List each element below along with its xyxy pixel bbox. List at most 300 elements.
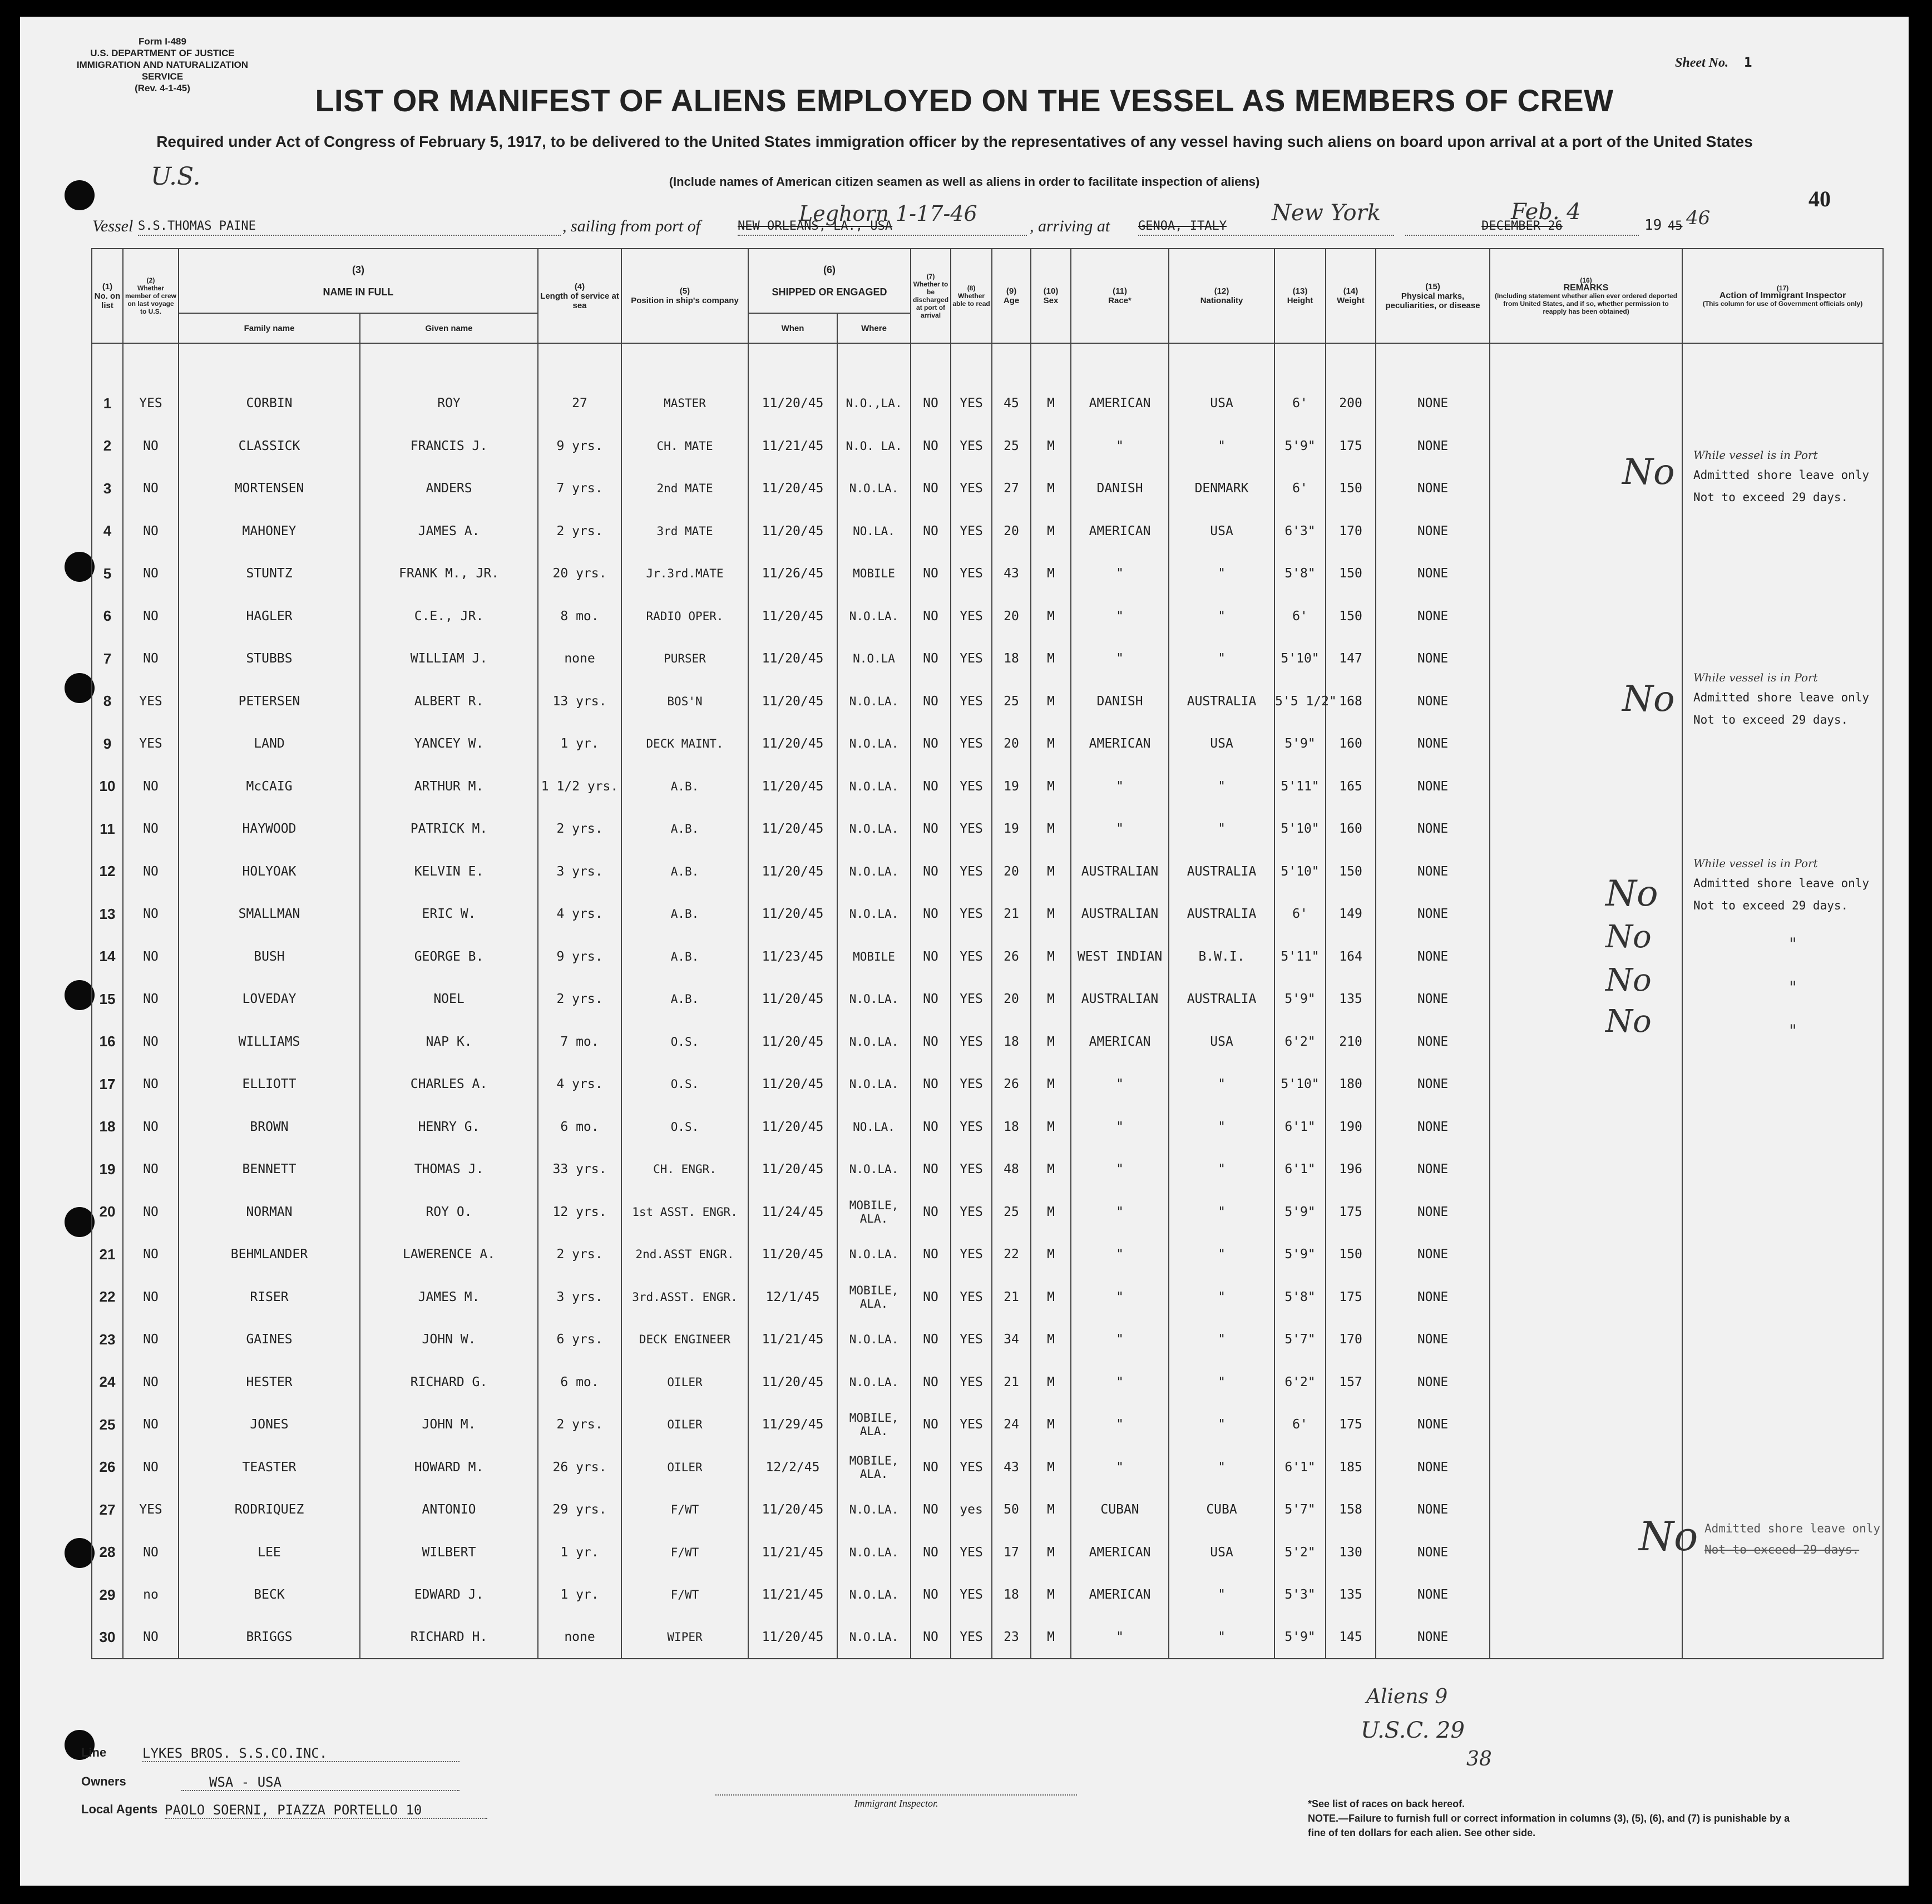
row-number: 2 <box>92 425 123 468</box>
revision-date: (Rev. 4-1-45) <box>135 83 190 93</box>
weight: 150 <box>1326 552 1376 595</box>
last-voyage: NO <box>123 808 179 850</box>
table-row <box>92 637 1883 680</box>
service-length: 4 yrs. <box>538 893 621 936</box>
position: CH. ENGR. <box>621 1148 748 1191</box>
physical-marks: NONE <box>1376 1318 1490 1361</box>
remarks-cell <box>1490 1574 1682 1616</box>
discharged: NO <box>911 680 951 723</box>
shipped-where: NO.LA. <box>837 1106 911 1149</box>
remarks-cell <box>1490 936 1682 978</box>
weight: 164 <box>1326 936 1376 978</box>
sex: M <box>1031 467 1071 510</box>
shipped-where: N.O.LA. <box>837 1616 911 1659</box>
col-header-service: (4) Length of service at sea <box>538 249 621 343</box>
age: 25 <box>992 1191 1031 1234</box>
table-row <box>92 808 1883 850</box>
weight: 150 <box>1326 850 1376 893</box>
row-number: 1 <box>92 382 123 425</box>
age: 27 <box>992 467 1031 510</box>
family-name: HAYWOOD <box>179 808 360 850</box>
given-name: FRANK M., JR. <box>360 552 538 595</box>
physical-marks: NONE <box>1376 595 1490 638</box>
sex: M <box>1031 1063 1071 1106</box>
weight: 175 <box>1326 1403 1376 1446</box>
inspector-action <box>1682 765 1883 808</box>
race: " <box>1071 425 1169 468</box>
age: 43 <box>992 1446 1031 1489</box>
sex: M <box>1031 723 1071 765</box>
physical-marks: NONE <box>1376 978 1490 1021</box>
table-row <box>92 765 1883 808</box>
nationality: " <box>1169 765 1274 808</box>
age: 20 <box>992 723 1031 765</box>
physical-marks: NONE <box>1376 1106 1490 1149</box>
service-length: 20 yrs. <box>538 552 621 595</box>
given-name: RICHARD H. <box>360 1616 538 1659</box>
remarks-cell <box>1490 510 1682 553</box>
given-name: NOEL <box>360 978 538 1021</box>
table-row <box>92 1403 1883 1446</box>
nationality: " <box>1169 1276 1274 1319</box>
last-voyage: NO <box>123 425 179 468</box>
shipped-when: 11/20/45 <box>748 1148 837 1191</box>
able-to-read: YES <box>951 1446 992 1489</box>
age: 20 <box>992 595 1031 638</box>
height: 6'2" <box>1274 1361 1326 1404</box>
position: O.S. <box>621 1106 748 1149</box>
remark-not-exceed: Not to exceed 29 days. <box>1693 491 1849 504</box>
discharged: NO <box>911 552 951 595</box>
service-length: 4 yrs. <box>538 1063 621 1106</box>
service-length: none <box>538 637 621 680</box>
weight: 149 <box>1326 893 1376 936</box>
given-name: NAP K. <box>360 1021 538 1064</box>
nationality: " <box>1169 1233 1274 1276</box>
table-row <box>92 467 1883 510</box>
weight: 200 <box>1326 382 1376 425</box>
nationality: USA <box>1169 1021 1274 1064</box>
race: " <box>1071 1276 1169 1319</box>
inspector-action <box>1682 1403 1883 1446</box>
sex: M <box>1031 808 1071 850</box>
agents-value: PAOLO SOERNI, PIAZZA PORTELLO 10 <box>165 1802 487 1819</box>
nationality: " <box>1169 1616 1274 1659</box>
shipped-when: 11/20/45 <box>748 1616 837 1659</box>
shipped-where: N.O.LA. <box>837 1233 911 1276</box>
height: 6' <box>1274 595 1326 638</box>
table-row <box>92 1233 1883 1276</box>
punch-hole <box>65 673 95 703</box>
position: 3rd.ASST. ENGR. <box>621 1276 748 1319</box>
discharged: NO <box>911 1361 951 1404</box>
able-to-read: YES <box>951 1403 992 1446</box>
age: 18 <box>992 637 1031 680</box>
remarks-cell <box>1490 1403 1682 1446</box>
col-header-sex: (10) Sex <box>1031 249 1071 343</box>
height: 5'5 1/2" <box>1274 680 1326 723</box>
shipped-where: N.O.LA. <box>837 467 911 510</box>
position: A.B. <box>621 808 748 850</box>
vessel-name: S.S.THOMAS PAINE <box>138 219 561 236</box>
discharged: NO <box>911 1148 951 1191</box>
discharged: NO <box>911 1233 951 1276</box>
race: DANISH <box>1071 467 1169 510</box>
race: AMERICAN <box>1071 1531 1169 1574</box>
able-to-read: YES <box>951 723 992 765</box>
given-name: ALBERT R. <box>360 680 538 723</box>
row-number: 7 <box>92 637 123 680</box>
table-row <box>92 1361 1883 1404</box>
able-to-read: YES <box>951 637 992 680</box>
given-name: ANTONIO <box>360 1488 538 1531</box>
remark-admitted: Admitted shore leave only <box>1693 468 1870 482</box>
last-voyage: NO <box>123 467 179 510</box>
given-name: HENRY G. <box>360 1106 538 1149</box>
family-name: RODRIQUEZ <box>179 1488 360 1531</box>
weight: 147 <box>1326 637 1376 680</box>
punch-hole <box>65 980 95 1010</box>
able-to-read: YES <box>951 425 992 468</box>
position: DECK ENGINEER <box>621 1318 748 1361</box>
physical-marks: NONE <box>1376 680 1490 723</box>
inspector-action <box>1682 1361 1883 1404</box>
race: DANISH <box>1071 680 1169 723</box>
race: " <box>1071 1148 1169 1191</box>
weight: 175 <box>1326 1276 1376 1319</box>
remarks-cell <box>1490 978 1682 1021</box>
remarks-cell <box>1490 1233 1682 1276</box>
family-name: GAINES <box>179 1318 360 1361</box>
inspector-action <box>1682 1318 1883 1361</box>
sex: M <box>1031 680 1071 723</box>
service-length: 12 yrs. <box>538 1191 621 1234</box>
discharged: NO <box>911 1191 951 1234</box>
race: " <box>1071 765 1169 808</box>
height: 5'9" <box>1274 723 1326 765</box>
race: CUBAN <box>1071 1488 1169 1531</box>
sheet-number <box>1675 55 1752 71</box>
nationality: " <box>1169 1191 1274 1234</box>
last-voyage: NO <box>123 978 179 1021</box>
height: 6' <box>1274 893 1326 936</box>
remarks-cell <box>1490 1318 1682 1361</box>
able-to-read: yes <box>951 1488 992 1531</box>
service-length: 6 yrs. <box>538 1318 621 1361</box>
last-voyage: NO <box>123 1148 179 1191</box>
shipped-where: N.O.LA. <box>837 808 911 850</box>
remarks-cell <box>1490 1446 1682 1489</box>
weight: 135 <box>1326 978 1376 1021</box>
physical-marks: NONE <box>1376 723 1490 765</box>
age: 34 <box>992 1318 1031 1361</box>
family-name: BECK <box>179 1574 360 1616</box>
service-length: 2 yrs. <box>538 1403 621 1446</box>
family-name: BEHMLANDER <box>179 1233 360 1276</box>
remarks-cell <box>1490 1276 1682 1319</box>
shipped-where: MOBILE, ALA. <box>837 1191 911 1234</box>
weight: 160 <box>1326 808 1376 850</box>
height: 5'9" <box>1274 425 1326 468</box>
position: A.B. <box>621 850 748 893</box>
age: 26 <box>992 1063 1031 1106</box>
nationality: " <box>1169 1574 1274 1616</box>
shipped-where: MOBILE, ALA. <box>837 1276 911 1319</box>
penalty-note: NOTE.—Failure to furnish full or correct information in columns (3), (5), (6), and (7) is punishable by a fine of ten dollars for each alien. See other side. <box>1308 1813 1790 1838</box>
height: 6'2" <box>1274 1021 1326 1064</box>
shipped-where: N.O. LA. <box>837 425 911 468</box>
physical-marks: NONE <box>1376 1403 1490 1446</box>
able-to-read: YES <box>951 552 992 595</box>
shipped-when: 11/21/45 <box>748 1531 837 1574</box>
family-name: PETERSEN <box>179 680 360 723</box>
table-row <box>92 680 1883 723</box>
physical-marks: NONE <box>1376 1488 1490 1531</box>
able-to-read: YES <box>951 1574 992 1616</box>
family-name: LEE <box>179 1531 360 1574</box>
sex: M <box>1031 1276 1071 1319</box>
height: 5'8" <box>1274 1276 1326 1319</box>
shipped-when: 11/20/45 <box>748 595 837 638</box>
remarks-cell <box>1490 808 1682 850</box>
shipped-where: N.O.LA. <box>837 680 911 723</box>
nationality: AUSTRALIA <box>1169 893 1274 936</box>
able-to-read: YES <box>951 936 992 978</box>
nationality: " <box>1169 1403 1274 1446</box>
able-to-read: YES <box>951 1276 992 1319</box>
physical-marks: NONE <box>1376 1574 1490 1616</box>
able-to-read: YES <box>951 1106 992 1149</box>
position: 1st ASST. ENGR. <box>621 1191 748 1234</box>
given-name: ERIC W. <box>360 893 538 936</box>
inspector-action <box>1682 1063 1883 1106</box>
row-number: 27 <box>92 1488 123 1531</box>
last-voyage: NO <box>123 1021 179 1064</box>
shipped-when: 12/2/45 <box>748 1446 837 1489</box>
family-name: MORTENSEN <box>179 467 360 510</box>
remarks-cell <box>1490 595 1682 638</box>
service-length: none <box>538 1616 621 1659</box>
remarks-cell <box>1490 1063 1682 1106</box>
service-name: IMMIGRATION AND NATURALIZATION SERVICE <box>76 60 249 82</box>
last-voyage: NO <box>123 1191 179 1234</box>
last-voyage: NO <box>123 1318 179 1361</box>
col-header-given-name: Given name <box>360 313 538 343</box>
punch-hole <box>65 1538 95 1568</box>
family-name: NORMAN <box>179 1191 360 1234</box>
footer-notes <box>1308 1797 1809 1840</box>
sailing-port: NEW ORLEANS, LA., USA <box>738 219 1027 236</box>
row-number: 25 <box>92 1403 123 1446</box>
given-name: JOHN M. <box>360 1403 538 1446</box>
age: 20 <box>992 850 1031 893</box>
tally-aliens: Aliens 9 <box>1366 1685 1448 1708</box>
punch-hole <box>65 552 95 582</box>
sex: M <box>1031 1106 1071 1149</box>
arriving-port-handwritten: New York <box>1272 200 1381 226</box>
position: F/WT <box>621 1531 748 1574</box>
given-name: THOMAS J. <box>360 1148 538 1191</box>
service-length: 13 yrs. <box>538 680 621 723</box>
shipped-when: 11/20/45 <box>748 765 837 808</box>
height: 5'9" <box>1274 1233 1326 1276</box>
race: AUSTRALIAN <box>1071 893 1169 936</box>
row-number: 18 <box>92 1106 123 1149</box>
sex: M <box>1031 382 1071 425</box>
shipped-when: 11/21/45 <box>748 425 837 468</box>
given-name: JAMES M. <box>360 1276 538 1319</box>
nationality: " <box>1169 552 1274 595</box>
service-length: 27 <box>538 382 621 425</box>
shipped-where: NO.LA. <box>837 510 911 553</box>
shipped-when: 11/26/45 <box>748 552 837 595</box>
tally-total: 38 <box>1466 1748 1492 1771</box>
physical-marks: NONE <box>1376 1148 1490 1191</box>
col-header-nationality: (12) Nationality <box>1169 249 1274 343</box>
nationality: AUSTRALIA <box>1169 978 1274 1021</box>
given-name: LAWERENCE A. <box>360 1233 538 1276</box>
row-number: 21 <box>92 1233 123 1276</box>
remark-not-exceed: Not to exceed 29 days. <box>1693 899 1849 912</box>
nationality: " <box>1169 1106 1274 1149</box>
able-to-read: YES <box>951 1021 992 1064</box>
shipped-where: N.O.LA. <box>837 1318 911 1361</box>
able-to-read: YES <box>951 1233 992 1276</box>
remark-no-mark: No <box>1605 1003 1652 1040</box>
sex: M <box>1031 1446 1071 1489</box>
last-voyage: YES <box>123 723 179 765</box>
col-header-remarks: (16) REMARKS (Including statement whether alien ever ordered deported from United States, and if so, whether permission to reapply has been obtained) <box>1490 249 1682 343</box>
family-name: BENNETT <box>179 1148 360 1191</box>
position: A.B. <box>621 978 748 1021</box>
age: 18 <box>992 1106 1031 1149</box>
physical-marks: NONE <box>1376 552 1490 595</box>
service-length: 1 yr. <box>538 1574 621 1616</box>
height: 6' <box>1274 382 1326 425</box>
sex: M <box>1031 1361 1071 1404</box>
race: " <box>1071 552 1169 595</box>
discharged: NO <box>911 595 951 638</box>
row-number: 11 <box>92 808 123 850</box>
shipped-where: N.O.LA <box>837 637 911 680</box>
shipped-when: 11/20/45 <box>748 1488 837 1531</box>
age: 20 <box>992 510 1031 553</box>
discharged: NO <box>911 510 951 553</box>
discharged: NO <box>911 1403 951 1446</box>
vessel-label: Vessel <box>92 217 134 235</box>
race: " <box>1071 1233 1169 1276</box>
service-length: 2 yrs. <box>538 978 621 1021</box>
last-voyage: NO <box>123 510 179 553</box>
remarks-cell <box>1490 1616 1682 1659</box>
given-name: HOWARD M. <box>360 1446 538 1489</box>
race: " <box>1071 637 1169 680</box>
able-to-read: YES <box>951 1531 992 1574</box>
height: 6'1" <box>1274 1106 1326 1149</box>
family-name: HAGLER <box>179 595 360 638</box>
last-voyage: NO <box>123 1616 179 1659</box>
table-row <box>92 552 1883 595</box>
family-name: BRIGGS <box>179 1616 360 1659</box>
table-row <box>92 425 1883 468</box>
remarks-cell <box>1490 637 1682 680</box>
table-row <box>92 382 1883 425</box>
shipped-when: 12/1/45 <box>748 1276 837 1319</box>
position: OILER <box>621 1446 748 1489</box>
year-handwritten: 46 <box>1686 207 1711 229</box>
shipped-when: 11/20/45 <box>748 978 837 1021</box>
row-number: 19 <box>92 1148 123 1191</box>
shipped-where: MOBILE <box>837 936 911 978</box>
age: 25 <box>992 425 1031 468</box>
page-subnote: (Include names of American citizen seamen as well as aliens in order to facilitate inspection of aliens) <box>669 175 1260 189</box>
row-number: 15 <box>92 978 123 1021</box>
row-number: 24 <box>92 1361 123 1404</box>
race: " <box>1071 1616 1169 1659</box>
remarks-cell <box>1490 1148 1682 1191</box>
able-to-read: YES <box>951 1616 992 1659</box>
row-number: 29 <box>92 1574 123 1616</box>
age: 43 <box>992 552 1031 595</box>
punch-hole <box>65 1207 95 1237</box>
line-value: LYKES BROS. S.S.CO.INC. <box>142 1745 459 1762</box>
owners-value: WSA - USA <box>181 1774 459 1791</box>
height: 5'9" <box>1274 1191 1326 1234</box>
col-header-height: (13) Height <box>1274 249 1326 343</box>
shipped-when: 11/20/45 <box>748 382 837 425</box>
side-number: 40 <box>1809 186 1831 211</box>
age: 45 <box>992 382 1031 425</box>
col-header-weight: (14) Weight <box>1326 249 1376 343</box>
family-name: LOVEDAY <box>179 978 360 1021</box>
inspector-action <box>1682 382 1883 425</box>
physical-marks: NONE <box>1376 637 1490 680</box>
weight: 150 <box>1326 467 1376 510</box>
able-to-read: YES <box>951 1063 992 1106</box>
family-name: HOLYOAK <box>179 850 360 893</box>
nationality: " <box>1169 425 1274 468</box>
inspector-action <box>1682 808 1883 850</box>
race: WEST INDIAN <box>1071 936 1169 978</box>
height: 6'3" <box>1274 510 1326 553</box>
row-number: 13 <box>92 893 123 936</box>
family-name: STUNTZ <box>179 552 360 595</box>
service-length: 3 yrs. <box>538 1276 621 1319</box>
nationality: USA <box>1169 723 1274 765</box>
remark-while-in-port: While vessel is in Port <box>1693 448 1818 462</box>
nationality: CUBA <box>1169 1488 1274 1531</box>
family-name: RISER <box>179 1276 360 1319</box>
discharged: NO <box>911 1531 951 1574</box>
shipped-where: N.O.,LA. <box>837 382 911 425</box>
position: DECK MAINT. <box>621 723 748 765</box>
physical-marks: NONE <box>1376 1616 1490 1659</box>
row-number: 17 <box>92 1063 123 1106</box>
physical-marks: NONE <box>1376 1446 1490 1489</box>
last-voyage: NO <box>123 1063 179 1106</box>
service-length: 7 yrs. <box>538 467 621 510</box>
remark-admitted-struck: Admitted shore leave only <box>1704 1522 1881 1535</box>
row-number: 3 <box>92 467 123 510</box>
table-row <box>92 1616 1883 1659</box>
row-number: 23 <box>92 1318 123 1361</box>
weight: 158 <box>1326 1488 1376 1531</box>
height: 5'10" <box>1274 850 1326 893</box>
race: AMERICAN <box>1071 510 1169 553</box>
physical-marks: NONE <box>1376 808 1490 850</box>
position: O.S. <box>621 1021 748 1064</box>
shipped-when: 11/21/45 <box>748 1574 837 1616</box>
